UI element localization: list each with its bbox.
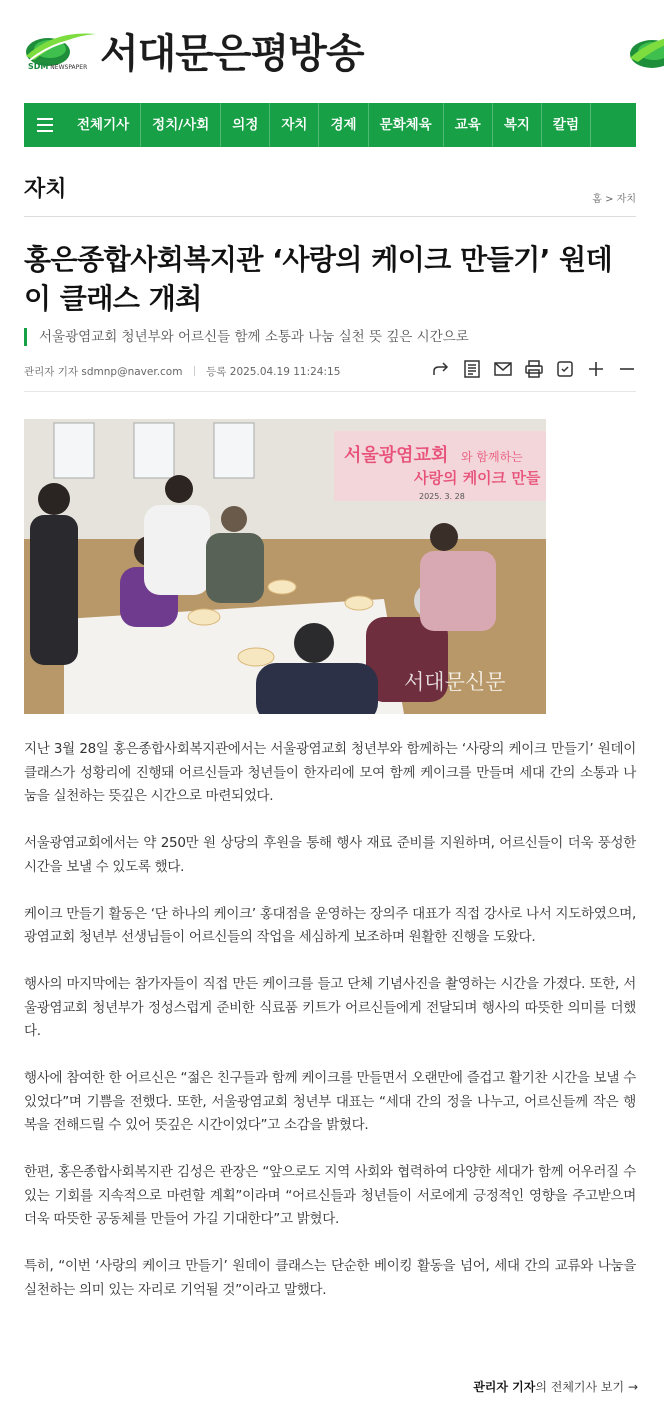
logo-mark-partial bbox=[628, 28, 664, 72]
font-decrease-icon[interactable] bbox=[616, 358, 637, 380]
nav-item-autonomy[interactable]: 자치 bbox=[270, 103, 319, 147]
nav-item-column[interactable]: 칼럼 bbox=[542, 103, 591, 147]
breadcrumb-home[interactable]: 홈 bbox=[592, 194, 602, 205]
font-increase-icon[interactable] bbox=[585, 358, 606, 380]
article-subhead: 서울광염교회 청년부와 어르신들 함께 소통과 나눔 실천 뜻 깊은 시간으로 bbox=[24, 328, 469, 346]
breadcrumb-separator: > bbox=[605, 194, 614, 205]
nav-item-welfare[interactable]: 복지 bbox=[493, 103, 542, 147]
breadcrumb-current[interactable]: 자치 bbox=[616, 194, 636, 205]
scrap-icon[interactable] bbox=[554, 358, 575, 380]
article-body bbox=[24, 738, 636, 1326]
article-list-icon[interactable] bbox=[461, 358, 482, 380]
article-paragraph: 지난 3월 28일 홍은종합사회복지관에서는 서울광염교회 청년부와 함께하는 ‘사랑의 케이크 만들기’ 원데이 클래스가 성황리에 진행돼 어르신들과 청년들이 한자리에 모여 함께 케이크를 만들며 세대 간의 소통과 나눔을 실천하는 뜻깊은 시간으로 마련되었다. bbox=[24, 741, 636, 804]
nav-item-culture[interactable]: 문화체육 bbox=[369, 103, 444, 147]
main-nav bbox=[24, 103, 636, 147]
article-paragraph: 특히, “이번 ‘사랑의 케이크 만들기’ 원데이 클래스는 단순한 베이킹 활동을 넘어, 세대 간의 교류와 나눔을 실천하는 의미 있는 자리로 기억될 것”이라고 말했다. bbox=[24, 1258, 636, 1298]
section-title: 자치 bbox=[24, 177, 67, 202]
logo-swoosh-icon bbox=[628, 28, 664, 72]
author[interactable]: 관리자 기자 sdmnp@naver.com bbox=[24, 366, 183, 378]
article-paragraph: 케이크 만들기 활동은 ‘단 하나의 케이크’ 홍대점을 운영하는 장의주 대표가 직접 강사로 나서 지도하였으며, 광염교회 청년부 선생님들이 어르신들의 작업을 세심하게 보조하며 원활한 진행을 도왔다. bbox=[24, 905, 636, 945]
print-icon[interactable] bbox=[523, 358, 544, 380]
arrow-right-icon: → bbox=[627, 1380, 638, 1394]
photo-watermark: 서대문신문 bbox=[404, 670, 506, 694]
meta-divider bbox=[194, 366, 195, 376]
meta-divider-line bbox=[24, 391, 636, 392]
photo-banner-line1: 서울광염교회 bbox=[344, 445, 449, 466]
photo-banner-line3: 사랑의 케이크 만들 bbox=[414, 469, 541, 487]
breadcrumb bbox=[592, 190, 636, 205]
nav-item-economy[interactable]: 경제 bbox=[319, 103, 368, 147]
more-author: 관리자 기자 bbox=[473, 1380, 536, 1394]
article-paragraph: 한편, 홍은종합사회복지관 김성은 관장은 “앞으로도 지역 사회와 협력하여 다양한 세대가 함께 어우러질 수 있는 기회를 지속적으로 마련할 계획”이라며 “어르신들과 청년들이 서로에게 긍정적인 영향을 주고받으며 더욱 따뜻한 공동체를 만들어 가길 기대한다”고 밝혔다. bbox=[24, 1164, 636, 1227]
photo-banner-line2: 와 함께하는 bbox=[461, 450, 523, 464]
section-divider bbox=[24, 216, 636, 217]
publish-date: 등록 2025.04.19 11:24:15 bbox=[206, 366, 341, 378]
photo-banner-date: 2025. 3. 28 bbox=[419, 492, 465, 501]
article-meta bbox=[24, 364, 340, 379]
article-photo[interactable] bbox=[24, 419, 546, 714]
share-icon[interactable] bbox=[430, 358, 451, 380]
more-articles-link[interactable] bbox=[473, 1378, 638, 1395]
nav-item-all[interactable]: 전체기사 bbox=[66, 103, 141, 147]
hamburger-icon bbox=[37, 124, 53, 126]
nav-item-education[interactable]: 교육 bbox=[444, 103, 493, 147]
nav-item-council[interactable]: 의정 bbox=[221, 103, 270, 147]
article-tools bbox=[430, 358, 637, 380]
article-paragraph: 서울광염교회에서는 약 250만 원 상당의 후원을 통해 행사 재료 준비를 지원하며, 어르신들이 더욱 풍성한 시간을 보낼 수 있도록 했다. bbox=[24, 835, 636, 875]
article-headline: 홍은종합사회복지관 ‘사랑의 케이크 만들기’ 원데이 클래스 개최 bbox=[24, 243, 613, 315]
email-icon[interactable] bbox=[492, 358, 513, 380]
nav-item-politics[interactable]: 정치/사회 bbox=[141, 103, 221, 147]
logo-subtitle: SDM NEWSPAPER bbox=[28, 62, 88, 71]
more-label: 의 전체기사 보기 bbox=[535, 1380, 625, 1394]
event-photo-illustration bbox=[24, 419, 546, 714]
logo-text: 서대문은평방송 bbox=[100, 31, 364, 77]
article-paragraph: 행사의 마지막에는 참가자들이 직접 만든 케이크를 들고 단체 기념사진을 촬영하는 시간을 가졌다. 또한, 서울광염교회 청년부가 정성스럽게 준비한 식료품 키트가 어르신들에게 전달되며 행사의 따뜻한 의미를 더했다. bbox=[24, 976, 636, 1039]
menu-button[interactable] bbox=[24, 103, 66, 147]
article-paragraph: 행사에 참여한 한 어르신은 “젊은 친구들과 함께 케이크를 만들면서 오랜만에 즐겁고 활기찬 시간을 보낼 수 있었다”며 기쁨을 전했다. 또한, 서울광염교회 청년부 대표는 “세대 간의 정을 나누고, 어르신들께 작은 행복을 전해드릴 수 있어 뜻깊은 시간이었다”고 소감을 밝혔다. bbox=[24, 1070, 636, 1133]
